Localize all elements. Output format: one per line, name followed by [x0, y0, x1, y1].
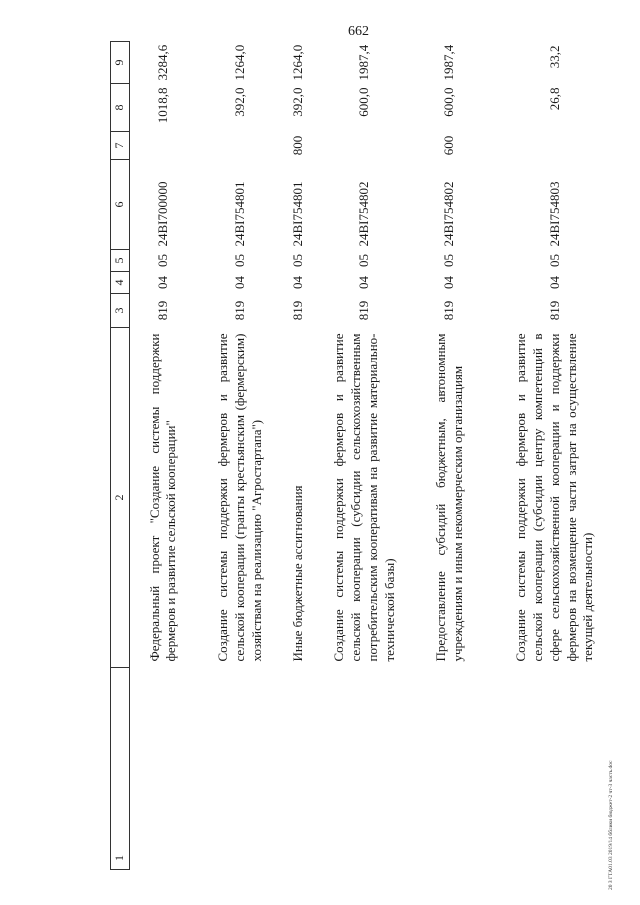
- row-code-5: 05: [231, 254, 247, 267]
- row-code-5: 05: [546, 254, 562, 267]
- table-row: [197, 42, 284, 870]
- row-name: Федеральный проект "Создание системы поддержки фермеров и развитие сельской кооперации": [146, 333, 179, 662]
- row-code-4: 04: [231, 276, 247, 289]
- table-row: [314, 42, 415, 870]
- row-name: Создание системы поддержки фермеров и развитие сельской кооперации (субсидии сельскохозяйственным потребительским кооперативам на развитие материально-технической базы): [330, 333, 397, 662]
- row-code-3: 819: [356, 300, 372, 321]
- table-row: [284, 42, 314, 870]
- row-code-3: 819: [290, 300, 306, 321]
- row-col-1: [484, 668, 626, 870]
- row-value-9: 3284,6: [154, 44, 170, 81]
- row-code-4: 04: [546, 276, 562, 289]
- table-row: [484, 42, 626, 870]
- header-cell-8: 8: [111, 84, 130, 132]
- header-cell-4: 4: [111, 272, 130, 294]
- row-code-3: 819: [441, 300, 457, 321]
- table-row: [415, 42, 484, 870]
- row-value-8: 600,0: [356, 87, 372, 117]
- header-row: [111, 42, 130, 870]
- row-value-9: 1987,4: [441, 44, 457, 81]
- row-name: Создание системы поддержки фермеров и развитие сельской кооперации (субсидии центру компетенций в сфере сельскохозяйственной кооперации и поддержки фермеров на возмещение части затрат на осуществление текущей деятельности): [512, 333, 596, 662]
- row-value-9: 1264,0: [290, 44, 306, 81]
- row-code-7: 800: [290, 135, 306, 156]
- row-value-9: 33,2: [546, 45, 562, 69]
- row-col-1: [314, 668, 415, 870]
- row-code-3: 819: [231, 300, 247, 321]
- row-value-8: 392,0: [231, 87, 247, 117]
- row-value-8: 392,0: [290, 87, 306, 117]
- row-value-9: 1987,4: [356, 44, 372, 81]
- row-col-1: [415, 668, 484, 870]
- file-path-note: 20 З ГТА01.03 2019/14 бблики бюджет-2 чт-3 часть.doc: [608, 760, 614, 890]
- row-code-6: 24BI754801: [231, 181, 247, 247]
- row-value-9: 1264,0: [231, 44, 247, 81]
- row-code-7: 600: [441, 135, 457, 156]
- row-code-5: 05: [441, 254, 457, 267]
- row-value-8: 1018,8: [154, 87, 170, 124]
- row-col-1: [130, 668, 197, 870]
- header-cell-5: 5: [111, 250, 130, 272]
- row-code-6: 24BI700000: [154, 181, 170, 247]
- header-cell-9: 9: [111, 42, 130, 84]
- table-row: [130, 42, 197, 870]
- row-code-3: 819: [546, 300, 562, 321]
- row-code-4: 04: [154, 276, 170, 289]
- header-cell-1: 1: [111, 668, 130, 870]
- row-value-8: 600,0: [441, 87, 457, 117]
- row-code-4: 04: [290, 276, 306, 289]
- row-code-5: 05: [356, 254, 372, 267]
- row-col-1: [197, 668, 284, 870]
- row-code-3: 819: [154, 300, 170, 321]
- row-code-7: [484, 132, 626, 160]
- row-code-4: 04: [356, 276, 372, 289]
- header-cell-7: 7: [111, 132, 130, 160]
- budget-table-frame: [110, 42, 626, 870]
- row-name: Создание системы поддержки фермеров и развитие сельской кооперации (гранты крестьянским (фермерским) хозяйствам на реализацию "Агростартапа"): [214, 333, 264, 662]
- row-code-6: 24BI754803: [546, 181, 562, 247]
- page-number: 662: [348, 24, 369, 39]
- row-code-7: [197, 132, 284, 160]
- budget-table: [110, 41, 626, 870]
- row-name: Иные бюджетные ассигнования: [290, 485, 306, 662]
- row-name: Предоставление субсидий бюджетным, автономным учреждениям и иным некоммерческим организациям: [432, 333, 465, 662]
- row-code-7: [314, 132, 415, 160]
- row-code-4: 04: [441, 276, 457, 289]
- row-code-5: 05: [290, 254, 306, 267]
- row-code-6: 24BI754802: [441, 181, 457, 247]
- row-value-8: 26,8: [546, 87, 562, 111]
- row-code-7: [130, 132, 197, 160]
- header-cell-3: 3: [111, 294, 130, 328]
- header-cell-2: 2: [111, 328, 130, 668]
- row-code-5: 05: [154, 254, 170, 267]
- row-code-6: 24BI754802: [356, 181, 372, 247]
- row-col-1: [284, 668, 314, 870]
- header-cell-6: 6: [111, 160, 130, 250]
- row-code-6: 24BI754801: [290, 181, 306, 247]
